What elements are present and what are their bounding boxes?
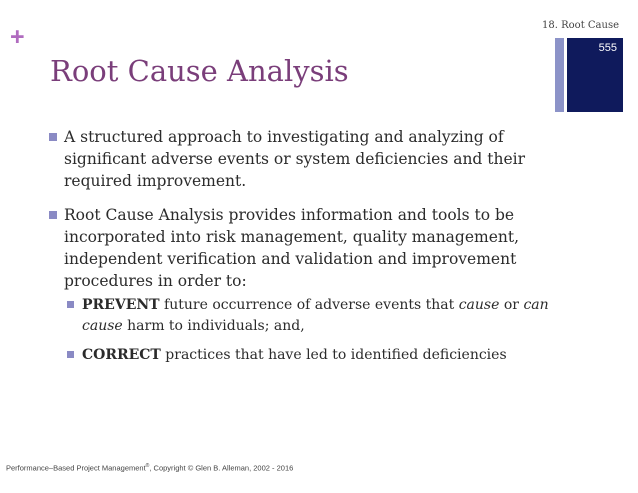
sub-text: practices that have led to identified deficiencies bbox=[165, 347, 507, 363]
emphasis-cause: cause bbox=[458, 297, 500, 313]
bullet-item bbox=[49, 126, 589, 192]
sub-bullet-list bbox=[64, 295, 589, 366]
sub-bullet-item bbox=[64, 345, 589, 366]
accent-bar-light bbox=[555, 38, 564, 112]
footer-copyright bbox=[6, 463, 293, 473]
square-bullet-icon bbox=[49, 211, 57, 219]
square-bullet-icon bbox=[49, 133, 57, 141]
bullet-text: A structured approach to investigating and analyzing of significant adverse events or system deficiencies and their required improvement. bbox=[64, 128, 526, 190]
sub-text: harm to individuals; and, bbox=[127, 318, 305, 334]
square-bullet-icon bbox=[67, 351, 74, 358]
square-bullet-icon bbox=[67, 301, 74, 308]
bullet-item bbox=[49, 204, 589, 366]
emphasis-can-cause: can cause bbox=[82, 297, 549, 334]
plus-icon: + bbox=[10, 23, 25, 51]
section-tag: 18. Root Cause bbox=[542, 20, 619, 31]
keyword-correct: CORRECT bbox=[82, 347, 161, 363]
page-number: 555 bbox=[598, 42, 617, 54]
keyword-prevent: PREVENT bbox=[82, 297, 160, 313]
registered-mark: ® bbox=[145, 463, 150, 469]
bullet-text: Root Cause Analysis provides information and tools to be incorporated into risk management, quality management, independent verification and validation and improvement procedures in order to: bbox=[64, 206, 520, 290]
slide-title: Root Cause Analysis bbox=[50, 54, 349, 88]
footer-copyright-text: , Copyright © Glen B. Alleman, 2002 - 2016 bbox=[149, 463, 294, 473]
sub-text: future occurrence of adverse events that bbox=[164, 297, 455, 313]
sub-bullet-item bbox=[64, 295, 589, 337]
sub-text: or bbox=[503, 297, 519, 313]
footer-text: Performance–Based Project Management bbox=[6, 463, 146, 473]
bullet-list bbox=[49, 126, 589, 378]
